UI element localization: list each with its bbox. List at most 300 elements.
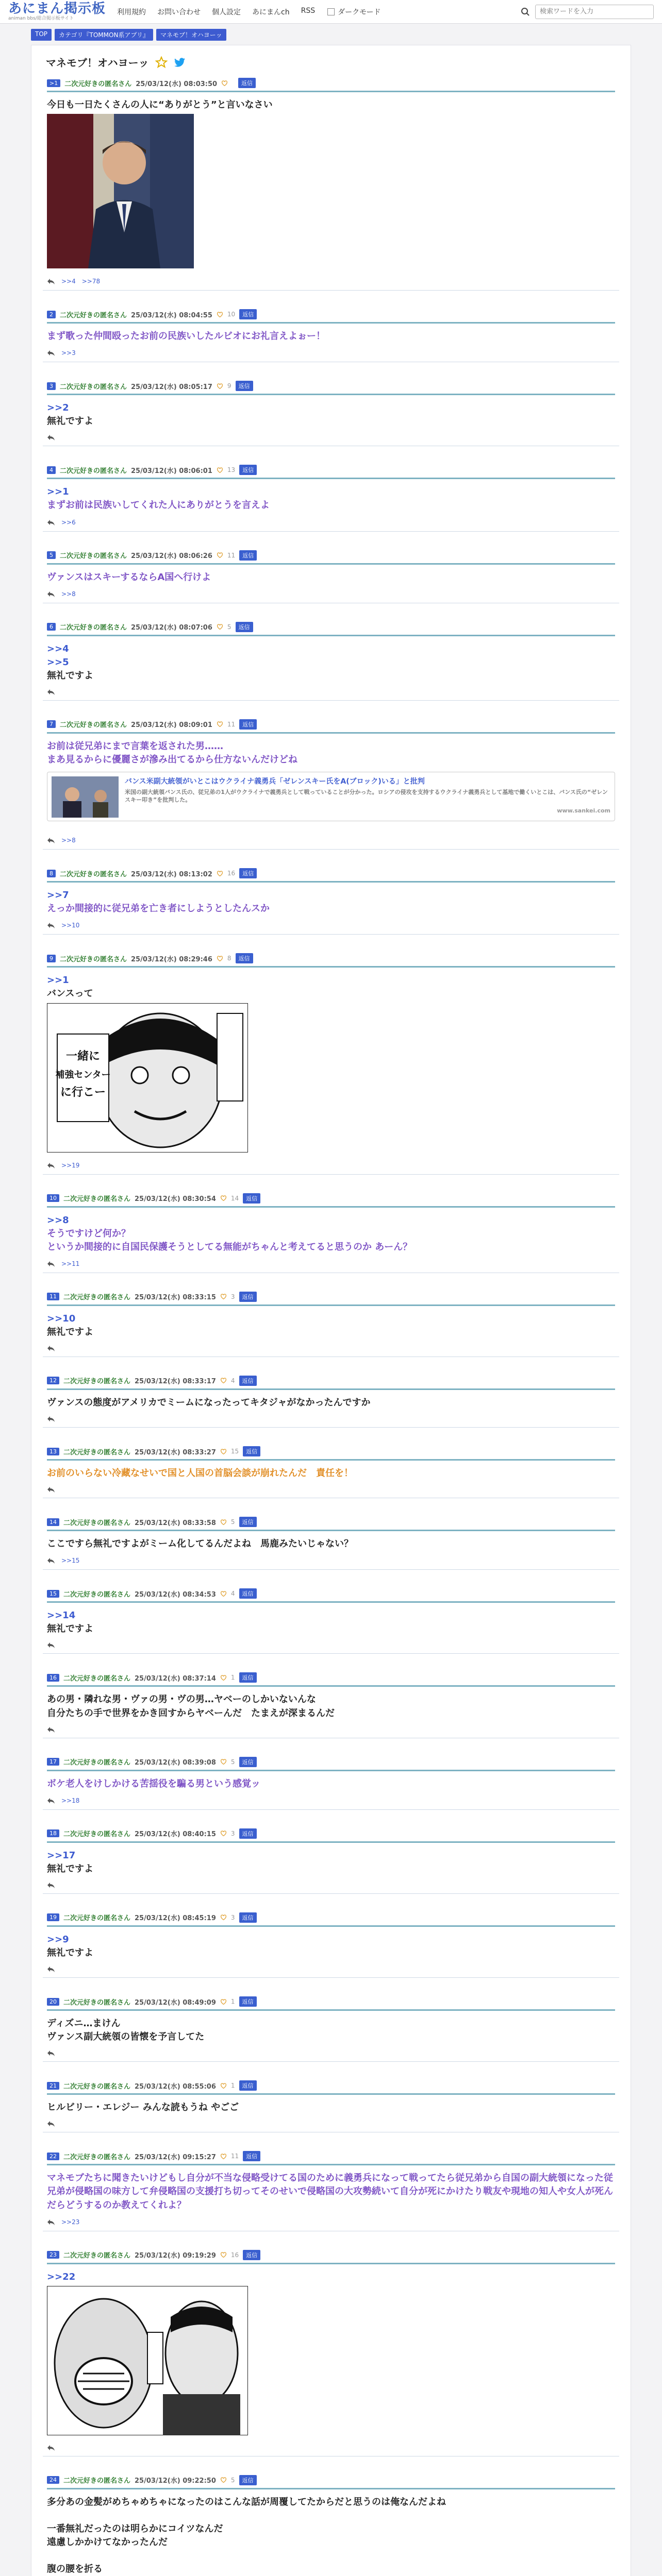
site-logo[interactable] <box>8 2 106 21</box>
post-header <box>47 868 615 883</box>
dark-mode-toggle[interactable] <box>327 7 380 17</box>
post-number[interactable]: 3 <box>47 382 56 390</box>
poster-name: 二次元好きの匿名さん <box>63 2153 131 2161</box>
post-body <box>47 1843 615 1880</box>
post-list <box>43 75 619 2576</box>
reply-list <box>47 1160 615 1169</box>
reply-arrow-icon <box>47 434 55 440</box>
link-card-description: 米国の副大統領バンス氏の、従兄弟の1人がウクライナで義勇兵として戦っていることが分かった。ロシアの侵攻を支持するウクライナ義勇兵として基地で働くいとこは、バンス氏の“ゼレンスキー叩き”を批判した。 <box>125 789 608 803</box>
reply-list <box>47 432 615 440</box>
breadcrumb-item[interactable]: カテゴリ『TOMMON系アプリ』 <box>55 29 153 41</box>
reply-arrow-icon <box>47 591 55 597</box>
post-date: 25/03/12(水) 08:29:46 <box>131 955 212 963</box>
heart-icon[interactable] <box>217 721 223 727</box>
post-header <box>47 1828 615 1843</box>
breadcrumb-item[interactable]: マネモブ！オハヨーッ <box>156 29 226 41</box>
like-count: 16 <box>227 870 236 877</box>
reply-arrow-icon <box>47 1642 55 1648</box>
poster-name: 二次元好きの匿名さん <box>63 1378 131 1386</box>
post-item <box>43 547 619 603</box>
reply-list <box>47 517 615 526</box>
breadcrumb-item[interactable]: TOP <box>31 29 52 41</box>
like-count: 1 <box>230 2082 235 2090</box>
poster-name: 二次元好きの匿名さん <box>60 383 127 391</box>
reply-button[interactable]: 返信 <box>243 2151 260 2161</box>
nav-link[interactable]: 利用規約 <box>117 8 146 16</box>
anchor-link[interactable]: >>1 <box>47 486 69 498</box>
post-number[interactable]: 4 <box>47 466 56 474</box>
reply-anchor-link[interactable]: >>15 <box>61 1557 80 1565</box>
reply-arrow-icon <box>47 2121 55 2127</box>
twitter-bird-icon[interactable] <box>174 56 186 69</box>
reply-button[interactable]: 返信 <box>243 2250 260 2260</box>
like-count <box>232 79 234 87</box>
post-number[interactable]: 9 <box>47 955 56 962</box>
heart-icon[interactable] <box>220 2153 227 2160</box>
nav-link[interactable]: 個人設定 <box>212 8 241 16</box>
reply-arrow-icon <box>47 2445 55 2451</box>
post-number[interactable]: 11 <box>47 1293 59 1300</box>
poster-name: 二次元好きの匿名さん <box>63 1519 131 1527</box>
post-text-line: ヒルビリー・エレジー みんな読もうね やごご <box>47 2102 239 2113</box>
post-body <box>47 734 615 835</box>
poster-name: 二次元好きの匿名さん <box>60 870 127 878</box>
poster-name: 二次元好きの匿名さん <box>60 552 127 561</box>
post-header <box>47 953 615 968</box>
post-item <box>43 619 619 701</box>
reply-list <box>47 920 615 929</box>
post-header <box>47 1446 615 1461</box>
post-date: 25/03/12(水) 08:37:14 <box>135 1674 216 1683</box>
post-number[interactable]: 8 <box>47 870 56 877</box>
post-header <box>47 2080 615 2095</box>
post-number[interactable]: 7 <box>47 720 56 728</box>
post-header <box>47 381 615 395</box>
reply-button[interactable]: 返信 <box>239 2080 257 2091</box>
post-number[interactable]: 16 <box>47 1674 59 1682</box>
link-card-thumbnail <box>52 776 119 818</box>
post-text-line: そうですけど何か？ <box>47 1228 130 1239</box>
post-header <box>47 78 615 92</box>
post-body <box>47 1531 615 1555</box>
post-text-line: ボケ老人をけしかける苦揺役を騙る男という感覚ッ <box>47 1778 260 1789</box>
anchor-link[interactable]: >>1 <box>47 975 69 986</box>
post-header <box>47 1517 615 1531</box>
svg-text:補強センター: 補強センター <box>55 1069 111 1080</box>
post-date: 25/03/12(水) 08:06:01 <box>131 467 212 475</box>
heart-icon[interactable] <box>217 870 223 877</box>
post-body <box>47 636 615 687</box>
heart-icon[interactable] <box>217 955 223 962</box>
post-text-line: 遠慮しかかけてなかったんだ <box>47 2537 168 2548</box>
post-header <box>47 2151 615 2165</box>
reply-button[interactable]: 返信 <box>239 719 257 730</box>
post-item <box>43 1372 619 1428</box>
reply-arrow-icon <box>47 1798 55 1804</box>
heart-icon[interactable] <box>220 2477 227 2483</box>
post-number[interactable]: 12 <box>47 1377 59 1384</box>
like-count: 1 <box>230 1998 235 2006</box>
post-date: 25/03/12(水) 08:04:55 <box>131 311 212 319</box>
poster-name: 二次元好きの匿名さん <box>60 467 127 475</box>
anchor-link[interactable]: >>4 <box>47 643 69 654</box>
heart-icon[interactable] <box>220 1195 227 1201</box>
post-body <box>47 2489 615 2576</box>
poster-name: 二次元好きの匿名さん <box>60 311 127 319</box>
post-body <box>47 92 615 276</box>
reply-button[interactable]: 返信 <box>239 1672 257 1683</box>
reply-button[interactable]: 返信 <box>239 465 257 475</box>
reply-anchor-link[interactable]: >>8 <box>61 837 76 844</box>
post-text-line: まずお前は民族いしてくれた人にありがとうを言えよ <box>47 500 270 511</box>
heart-icon[interactable] <box>220 1590 227 1597</box>
post-text-line: えっか間接的に従兄弟を亡き者にしようとしたんスか <box>47 903 270 914</box>
reply-list <box>47 588 615 598</box>
post-number[interactable]: 14 <box>47 1518 59 1526</box>
post-date: 25/03/12(水) 08:13:02 <box>131 870 212 878</box>
top-nav <box>117 7 315 17</box>
link-card-domain: www.sankei.com <box>557 807 610 815</box>
reply-list <box>47 2048 615 2056</box>
post-date: 25/03/12(水) 08:33:27 <box>135 1448 216 1456</box>
post-body <box>47 479 615 516</box>
reply-anchor-link[interactable]: >>19 <box>61 1161 80 1169</box>
post-date: 25/03/12(水) 08:07:06 <box>131 624 212 632</box>
reply-button[interactable]: 返信 <box>239 1912 257 1923</box>
reply-anchor-link[interactable]: >>11 <box>61 1260 80 1267</box>
like-count: 11 <box>230 2153 239 2160</box>
post-header <box>47 465 615 479</box>
post-body <box>47 395 615 432</box>
reply-list <box>47 347 615 357</box>
heart-icon[interactable] <box>217 467 223 473</box>
post-header <box>47 1376 615 1390</box>
logo-main-text[interactable]: あにまん掲示板 <box>8 1 106 16</box>
reply-anchor-link[interactable]: >>18 <box>61 1797 80 1804</box>
post-body <box>47 883 615 920</box>
reply-button[interactable]: 返信 <box>243 1446 260 1456</box>
post-date: 25/03/12(水) 08:34:53 <box>135 1590 216 1599</box>
reply-anchor-link[interactable]: >>3 <box>61 349 76 357</box>
logo-sub-text: animan bbs/総合掲示板サイト <box>8 16 74 21</box>
poster-name: 二次元好きの匿名さん <box>63 2252 131 2260</box>
reply-button[interactable]: 返信 <box>239 1376 257 1386</box>
post-number[interactable]: 13 <box>47 1448 59 1455</box>
post-item <box>43 462 619 531</box>
anchor-link[interactable]: >>9 <box>47 1934 69 1945</box>
post-item <box>43 716 619 850</box>
reply-list <box>47 1880 615 1888</box>
post-text-line: 無礼ですよ <box>47 1326 93 1337</box>
heart-icon[interactable] <box>220 1377 227 1384</box>
heart-icon[interactable] <box>217 311 223 318</box>
post-item <box>43 1190 619 1273</box>
reply-button[interactable]: 返信 <box>239 1757 257 1767</box>
reply-list <box>47 1964 615 1972</box>
reply-button[interactable]: 返信 <box>243 1193 260 1204</box>
like-count: 3 <box>230 1293 235 1300</box>
post-date: 25/03/12(水) 08:39:08 <box>135 1759 216 1767</box>
reply-button[interactable]: 返信 <box>236 622 253 632</box>
reply-anchor-link[interactable]: >>6 <box>61 518 76 526</box>
anchor-link[interactable]: >>8 <box>47 1214 69 1226</box>
post-number[interactable]: 20 <box>47 1998 59 2006</box>
poster-name: 二次元好きの匿名さん <box>60 955 127 963</box>
search-input[interactable] <box>535 5 654 19</box>
post-item <box>43 1754 619 1810</box>
heart-icon[interactable] <box>220 1293 227 1300</box>
post-number[interactable]: 24 <box>47 2476 59 2484</box>
post-body <box>47 1208 615 1258</box>
post-text-line: 無礼ですよ <box>47 1947 93 1958</box>
post-date: 25/03/12(水) 08:33:15 <box>135 1294 216 1302</box>
post-date: 25/03/12(水) 08:05:17 <box>131 383 212 391</box>
anchor-link[interactable]: >>17 <box>47 1850 76 1861</box>
heart-icon[interactable] <box>220 1914 227 1921</box>
post-item <box>43 1289 619 1357</box>
reply-arrow-icon <box>47 1882 55 1888</box>
post-text-line: ここですら無礼ですよがミーム化してるんだよね 馬鹿みたいじゃない？ <box>47 1538 353 1550</box>
post-body <box>47 2165 615 2216</box>
reply-button[interactable]: 返信 <box>239 1588 257 1599</box>
post-number[interactable]: 19 <box>47 1913 59 1921</box>
like-count: 9 <box>227 382 231 390</box>
heart-icon[interactable] <box>220 1758 227 1765</box>
reply-button[interactable]: 返信 <box>236 381 253 391</box>
like-count: 4 <box>230 1377 235 1384</box>
reply-anchor-link[interactable]: >>10 <box>61 922 80 929</box>
heart-icon[interactable] <box>221 80 228 87</box>
poster-name: 二次元好きの匿名さん <box>60 721 127 730</box>
post-number[interactable]: 23 <box>47 2251 59 2259</box>
reply-button[interactable]: 返信 <box>239 1828 257 1839</box>
like-count: 15 <box>230 1448 239 1455</box>
like-count: 5 <box>230 2476 235 2484</box>
post-item <box>43 1669 619 1738</box>
reply-list <box>47 1724 615 1733</box>
poster-name: 二次元好きの匿名さん <box>63 1674 131 1683</box>
post-header <box>47 550 615 565</box>
reply-arrow-icon <box>47 2050 55 2056</box>
post-text-line <box>47 2509 615 2522</box>
reply-button[interactable]: 返信 <box>239 1517 257 1527</box>
post-number[interactable]: 17 <box>47 1758 59 1766</box>
anchor-link[interactable]: >>7 <box>47 890 69 901</box>
poster-name: 二次元好きの匿名さん <box>63 1759 131 1767</box>
star-icon[interactable] <box>155 56 168 69</box>
post-item <box>43 2077 619 2132</box>
post-text-line <box>47 2549 615 2563</box>
reply-list <box>47 1484 615 1493</box>
thread-title-row <box>46 55 619 70</box>
reply-button[interactable]: 返信 <box>239 1996 257 2007</box>
nav-link[interactable]: お問い合わせ <box>157 8 201 16</box>
link-card[interactable] <box>47 772 615 821</box>
post-number[interactable]: 15 <box>47 1590 59 1598</box>
post-header <box>47 1996 615 2011</box>
heart-icon[interactable] <box>220 1519 227 1526</box>
post-item <box>43 1993 619 2062</box>
post-text-line: ヴァンスはスキーするならA国へ行けよ <box>47 571 211 583</box>
reply-arrow-icon <box>47 837 55 843</box>
post-number[interactable]: 10 <box>47 1194 59 1202</box>
post-date: 25/03/12(水) 08:09:01 <box>131 721 212 730</box>
heart-icon[interactable] <box>220 2251 227 2258</box>
breadcrumb <box>0 24 662 45</box>
post-date: 25/03/12(水) 08:03:50 <box>136 80 218 88</box>
post-body <box>47 565 615 588</box>
heart-icon[interactable] <box>217 623 223 630</box>
heart-icon[interactable] <box>220 1674 227 1681</box>
reply-list <box>47 835 615 844</box>
post-number[interactable]: 21 <box>47 2082 59 2090</box>
post-date: 25/03/12(水) 08:33:58 <box>135 1519 216 1527</box>
post-header <box>47 309 615 324</box>
like-count: 11 <box>227 720 236 728</box>
post-text-line: 多分あの金髪がめちゃめちゃになったのはこんな話が周覆してたからだと思うのは俺なんだよね <box>47 2496 446 2507</box>
poster-name: 二次元好きの匿名さん <box>63 1590 131 1599</box>
post-text-line: まず歌った仲間殴ったお前の民族いしたルビオにお礼言えよぉー！ <box>47 331 325 342</box>
reply-anchor-link[interactable]: >>8 <box>61 590 76 598</box>
reply-anchor-link[interactable]: >>4 <box>61 278 76 285</box>
nav-link[interactable]: RSS <box>301 6 316 15</box>
reply-anchor-link[interactable]: >>78 <box>81 278 101 285</box>
post-body <box>47 2011 615 2048</box>
post-text-line: ディズニ…まけん <box>47 2018 121 2029</box>
poster-name: 二次元好きの匿名さん <box>63 2082 131 2091</box>
reply-button[interactable]: 返信 <box>236 953 253 963</box>
post-text-line: 一番無礼だったのは明らかにコイツなんだ <box>47 2523 223 2534</box>
anchor-link[interactable]: >>10 <box>47 1313 76 1324</box>
post-body <box>47 1306 615 1343</box>
post-date: 25/03/12(水) 08:55:06 <box>135 2082 216 2091</box>
reply-arrow-icon <box>47 278 55 284</box>
reply-button[interactable]: 返信 <box>239 2475 257 2485</box>
anchor-link[interactable]: >>2 <box>47 402 69 414</box>
post-date: 25/03/12(水) 08:49:09 <box>135 1998 216 2007</box>
post-number[interactable]: 2 <box>47 311 56 318</box>
reply-list <box>47 1795 615 1804</box>
post-body <box>47 968 615 1159</box>
post-date: 25/03/12(水) 08:30:54 <box>135 1195 216 1203</box>
post-item <box>43 1585 619 1654</box>
heart-icon[interactable] <box>220 1830 227 1837</box>
reply-anchor-link[interactable]: >>23 <box>61 2218 80 2226</box>
search-icon[interactable] <box>520 6 531 18</box>
poster-name: 二次元好きの匿名さん <box>63 2477 131 2485</box>
reply-arrow-icon <box>47 1345 55 1351</box>
post-body <box>47 324 615 347</box>
heart-icon[interactable] <box>217 383 223 389</box>
post-item <box>43 306 619 362</box>
nav-link[interactable]: あにまんch <box>252 8 290 16</box>
post-text-line: 無礼ですよ <box>47 1623 93 1635</box>
post-number[interactable]: 18 <box>47 1829 59 1837</box>
reply-button[interactable]: 返信 <box>239 868 257 878</box>
heart-icon[interactable] <box>220 1998 227 2005</box>
post-body <box>47 1927 615 1964</box>
dark-mode-checkbox[interactable] <box>327 8 335 15</box>
post-text-line: バンスって <box>47 988 93 999</box>
reply-button[interactable]: 返信 <box>239 550 257 561</box>
post-item <box>43 378 619 446</box>
post-text-line: というか間接的に自国民保護そうとしてる無能がちゃんと考えてると思うのか あーん？ <box>47 1241 412 1252</box>
post-body <box>47 1687 615 1724</box>
like-count: 3 <box>230 1913 235 1921</box>
poster-name: 二次元好きの匿名さん <box>63 1448 131 1456</box>
post-text-line: 自分たちの手で世界をかき回すからヤベーんだ たまえが深まるんだ <box>47 1707 335 1719</box>
reply-list <box>47 1343 615 1351</box>
post-text-line: まあ見るからに優麗さが滲み出てるから仕方ないんだけどね <box>47 754 297 766</box>
like-count: 16 <box>230 2251 239 2259</box>
reply-button[interactable]: 返信 <box>238 78 256 88</box>
post-item <box>43 865 619 935</box>
post-header <box>47 622 615 636</box>
reply-arrow-icon <box>47 519 55 526</box>
post-item <box>43 1443 619 1498</box>
like-count: 14 <box>230 1194 239 1202</box>
post-text-line: お前のいらない冷藏なせいで国と人国の首脳会談が崩れたんだ 責任を！ <box>47 1468 353 1479</box>
post-text-line: あの男・隣れな男・ヴァの男・ヴの男…ヤベーのしかいないんな <box>47 1694 316 1705</box>
post-number[interactable]: >1 <box>47 79 60 87</box>
poster-name: 二次元好きの匿名さん <box>64 80 132 88</box>
post-text-line: 今日も一日たくさんの人に“ありがとう”と言いなさい <box>47 99 273 110</box>
post-item <box>43 1909 619 1978</box>
post-image[interactable] <box>47 2286 615 2435</box>
post-date: 25/03/12(水) 08:06:26 <box>131 552 212 561</box>
post-date: 25/03/12(水) 09:19:29 <box>135 2252 216 2260</box>
link-card-title[interactable]: バンス米副大統領がいとこはウクライナ義勇兵「ゼレンスキー氏をA(ブロック)いる」と批判 <box>125 777 425 786</box>
dark-mode-label: ダークモード <box>338 8 381 16</box>
post-item <box>43 2148 619 2231</box>
heart-icon[interactable] <box>220 2082 227 2089</box>
reply-arrow-icon <box>47 1261 55 1267</box>
post-date: 25/03/12(水) 08:33:17 <box>135 1378 216 1386</box>
anchor-link[interactable]: >>22 <box>47 2271 76 2282</box>
post-header <box>47 1193 615 1208</box>
post-header <box>47 1912 615 1927</box>
anchor-link[interactable]: >>5 <box>47 656 69 668</box>
like-count: 13 <box>227 466 236 474</box>
post-image[interactable] <box>47 114 615 268</box>
post-body <box>47 1771 615 1795</box>
reply-button[interactable]: 返信 <box>239 309 257 319</box>
post-item <box>43 2247 619 2456</box>
post-text-line: 無礼ですよ <box>47 1863 93 1874</box>
reply-button[interactable]: 返信 <box>239 1292 257 1302</box>
post-number[interactable]: 5 <box>47 551 56 559</box>
post-number[interactable]: 6 <box>47 623 56 631</box>
poster-name: 二次元好きの匿名さん <box>63 1195 131 1203</box>
anchor-link[interactable]: >>14 <box>47 1610 76 1621</box>
top-bar <box>0 0 662 24</box>
post-item <box>43 1514 619 1570</box>
reply-list <box>47 2119 615 2127</box>
post-body <box>47 1603 615 1640</box>
poster-name: 二次元好きの匿名さん <box>63 1998 131 2007</box>
post-number[interactable]: 22 <box>47 2153 59 2160</box>
post-date: 25/03/12(水) 09:15:27 <box>135 2153 216 2161</box>
poster-name: 二次元好きの匿名さん <box>63 1294 131 1302</box>
post-header <box>47 1292 615 1306</box>
post-text-line: 腹の腰を折る <box>47 2564 103 2575</box>
heart-icon[interactable] <box>220 1448 227 1455</box>
post-image[interactable] <box>47 1003 615 1153</box>
reply-arrow-icon <box>47 1162 55 1168</box>
post-item <box>43 950 619 1174</box>
heart-icon[interactable] <box>217 552 223 558</box>
reply-list <box>47 1258 615 1267</box>
